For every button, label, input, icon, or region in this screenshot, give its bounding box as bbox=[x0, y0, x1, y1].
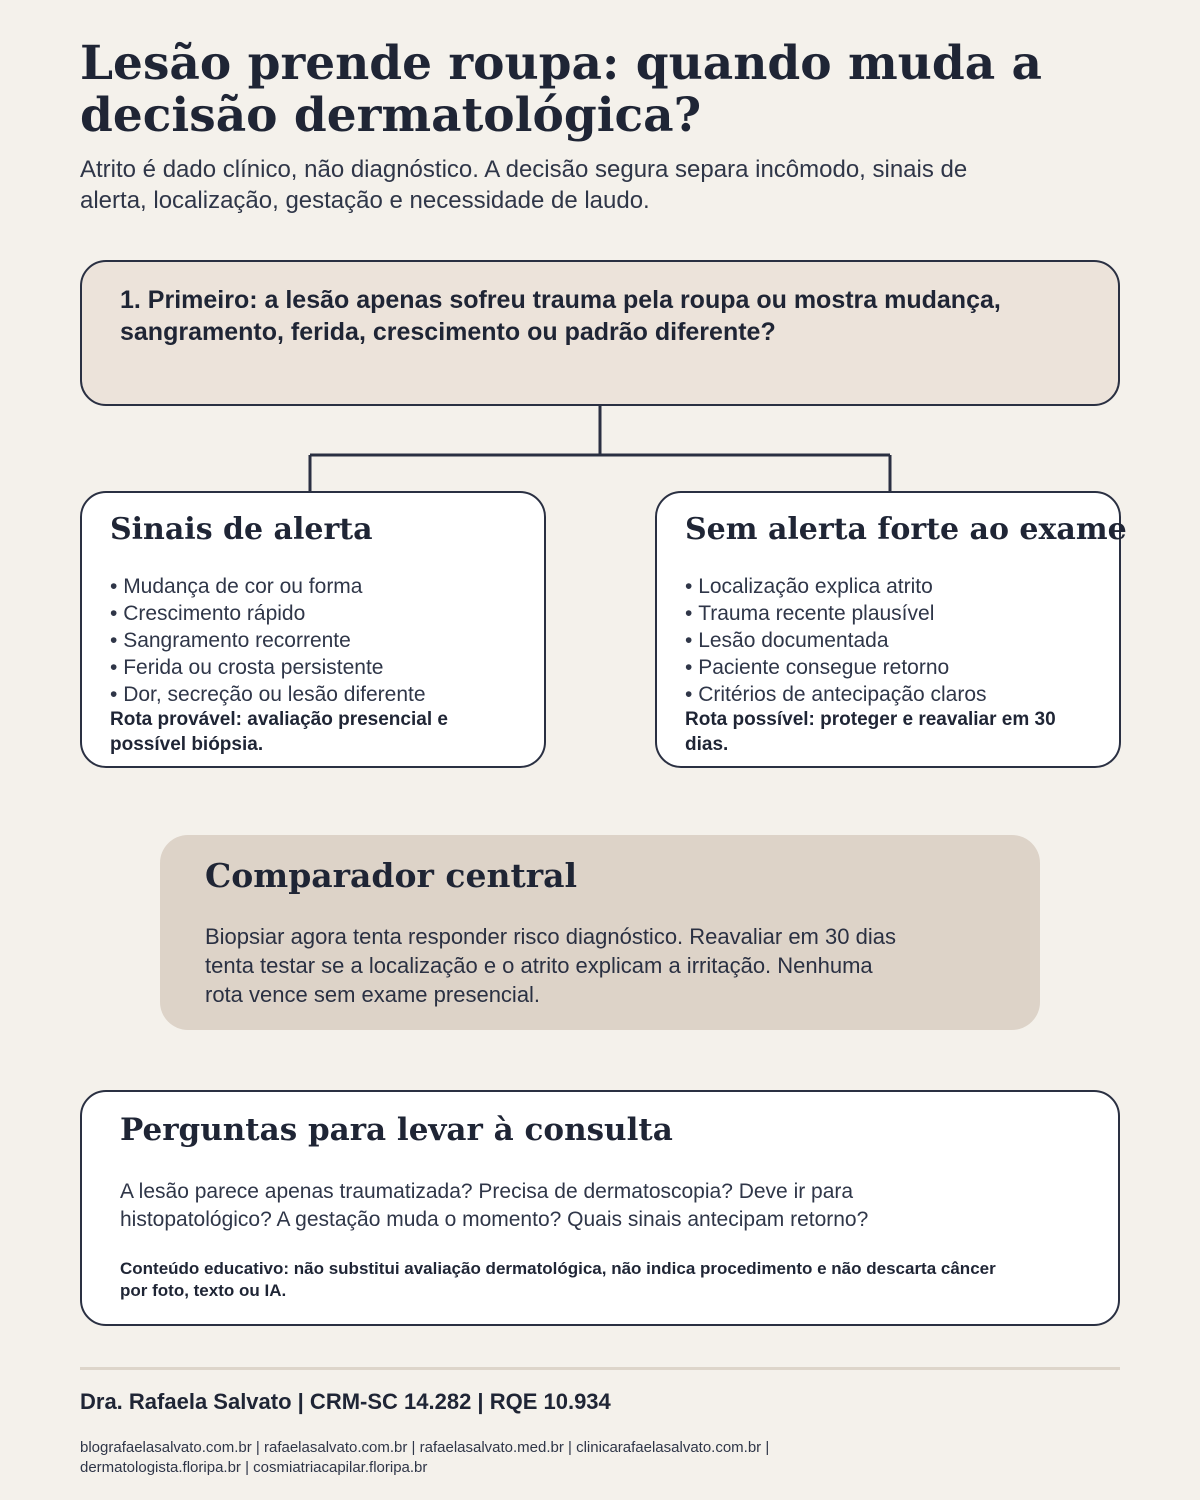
alert-signs-list bbox=[110, 573, 426, 708]
consultation-questions-title: Perguntas para levar à consulta bbox=[120, 1112, 673, 1148]
list-item: • Lesão documentada bbox=[685, 627, 987, 654]
consultation-questions-box bbox=[80, 1090, 1120, 1326]
footer-divider bbox=[80, 1367, 1120, 1370]
list-item: • Mudança de cor ou forma bbox=[110, 573, 426, 600]
list-item: • Localização explica atrito bbox=[685, 573, 987, 600]
website-list: blografaelasalvato.com.br | rafaelasalvato.com.br | rafaelasalvato.med.br | clinicarafaelasalvato.com.br | dermatologista.floripa.br | cosmiatriacapilar.floripa.br bbox=[80, 1439, 770, 1476]
list-item: • Paciente consegue retorno bbox=[685, 654, 987, 681]
decision-connector bbox=[0, 0, 1200, 500]
no-alert-title: Sem alerta forte ao exame bbox=[685, 512, 1127, 547]
no-alert-route-text: Rota possível: proteger e reavaliar em 30 dias. bbox=[685, 709, 1056, 755]
list-item: • Critérios de antecipação claros bbox=[685, 681, 987, 708]
alert-route-text: Rota provável: avaliação presencial e possível biópsia. bbox=[110, 709, 448, 755]
first-question-text: 1. Primeiro: a lesão apenas sofreu trauma pela roupa ou mostra mudança, sangramento, ferida, crescimento ou padrão diferente? bbox=[120, 286, 1001, 346]
no-alert-box bbox=[655, 491, 1127, 768]
page-subtitle: Atrito é dado clínico, não diagnóstico. A decisão segura separa incômodo, sinais de alerta, localização, gestação e necessidade de laudo. bbox=[80, 156, 968, 214]
alert-signs-title: Sinais de alerta bbox=[110, 512, 373, 547]
author-credentials: Dra. Rafaela Salvato | CRM-SC 14.282 | RQE 10.934 bbox=[80, 1389, 611, 1414]
consultation-questions-text: A lesão parece apenas traumatizada? Precisa de dermatoscopia? Deve ir para histopatológico? A gestação muda o momento? Quais sinais antecipam retorno? bbox=[120, 1180, 869, 1231]
comparator-title: Comparador central bbox=[205, 856, 578, 895]
list-item: • Trauma recente plausível bbox=[685, 600, 987, 627]
central-comparator-box bbox=[160, 835, 1040, 1030]
no-alert-list bbox=[685, 573, 987, 708]
alert-signs-box bbox=[80, 491, 546, 768]
educational-disclaimer: Conteúdo educativo: não substitui avaliação dermatológica, não indica procedimento e não descarta câncer por foto, texto ou IA. bbox=[120, 1259, 996, 1300]
comparator-text: Biopsiar agora tenta responder risco diagnóstico. Reavaliar em 30 dias tenta testar se a localização e o atrito explicam a irritação. Nenhuma rota vence sem exame presencial. bbox=[205, 924, 896, 1007]
list-item: • Sangramento recorrente bbox=[110, 627, 426, 654]
page-title: Lesão prende roupa: quando muda a decisão dermatológica? bbox=[80, 36, 1042, 143]
list-item: • Crescimento rápido bbox=[110, 600, 426, 627]
first-question-box bbox=[80, 260, 1120, 406]
list-item: • Dor, secreção ou lesão diferente bbox=[110, 681, 426, 708]
list-item: • Ferida ou crosta persistente bbox=[110, 654, 426, 681]
